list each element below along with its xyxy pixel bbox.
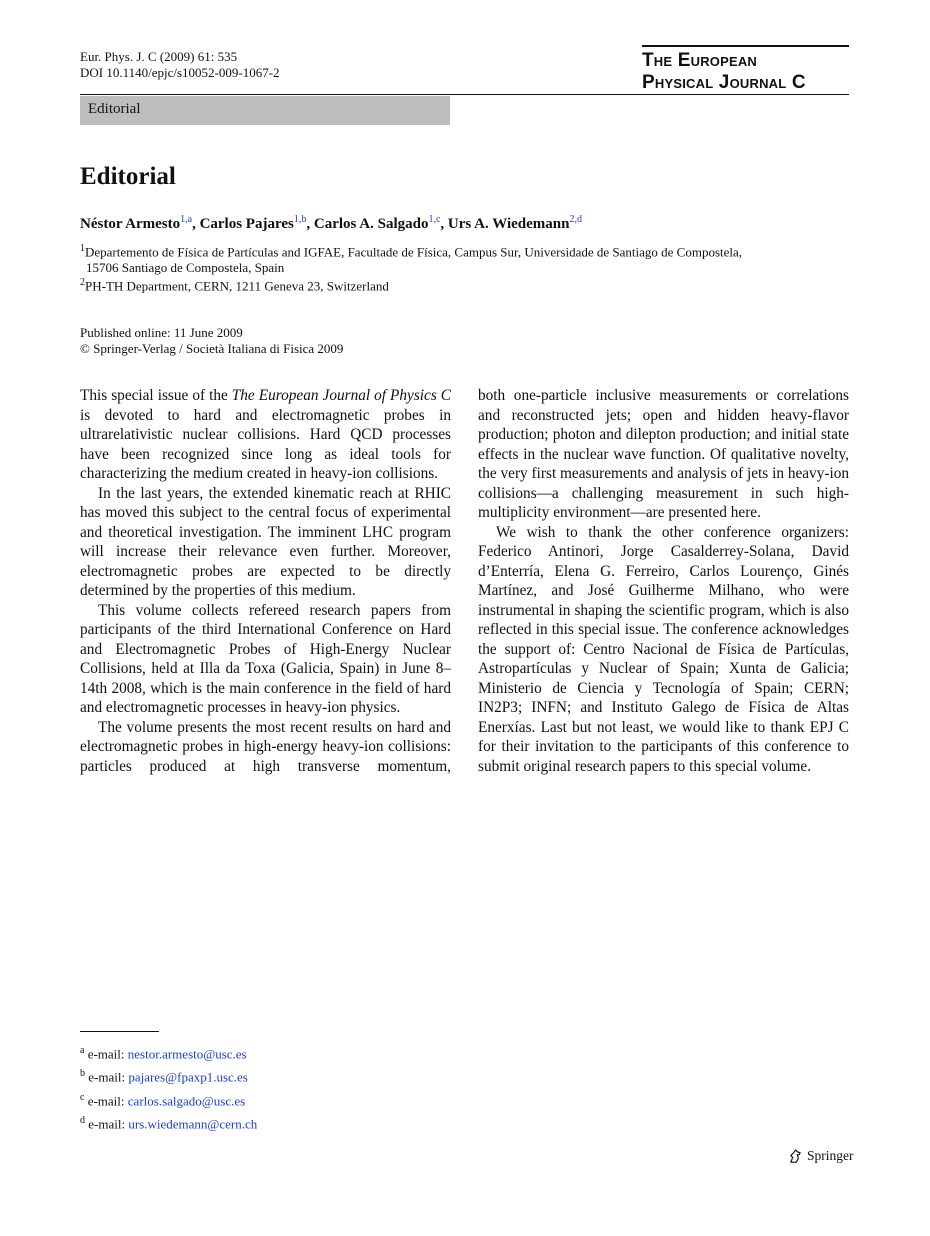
affiliation-1: [80, 241, 780, 260]
footnote-mark: c: [80, 1091, 85, 1103]
footnote: [80, 1041, 257, 1064]
footnote-label: e-mail:: [88, 1069, 129, 1085]
footnote-mark: a: [80, 1045, 85, 1056]
paragraph-4: The volume presents the most recent results on hard and electromagnetic probes in high-energy heavy-ion collisions: particles produced at high transverse momentum,: [80, 718, 451, 775]
affiliations: [80, 241, 780, 294]
author-affiliation-mark[interactable]: 1,c: [428, 214, 441, 225]
footnote-label: e-mail:: [87, 1092, 128, 1108]
author-affiliation-mark[interactable]: 1,b: [293, 214, 307, 225]
author-name: Carlos Pajares: [199, 216, 294, 232]
author-name: Carlos A. Salgado: [313, 216, 429, 232]
publisher-logo: [788, 1148, 854, 1164]
footnote-label: e-mail:: [87, 1046, 128, 1062]
footnote: [80, 1088, 257, 1111]
author-name: Urs A. Wiedemann: [447, 216, 570, 232]
journal-brand: [642, 45, 849, 94]
footnote-mark: b: [80, 1068, 85, 1080]
journal-reference: [80, 49, 280, 81]
affiliation-text: Departemento de Física de Partículas and IGFAE, Facultade de Física, Campus Sur, Universidade de Santiago de Compostela,: [85, 244, 743, 260]
brand-line-1: The European: [642, 50, 758, 71]
footnotes: [80, 1041, 257, 1134]
affiliation-number: 2: [80, 277, 85, 289]
affiliation-2: [80, 275, 780, 294]
email-link[interactable]: pajares@fpaxp1.usc.es: [128, 1069, 248, 1085]
paragraph-text: This special issue of the: [80, 387, 232, 404]
copyright: © Springer-Verlag / Società Italiana di Fisica 2009: [80, 340, 344, 356]
email-link[interactable]: nestor.armesto@usc.es: [127, 1046, 247, 1062]
author-list: [80, 214, 582, 233]
author-name: Néstor Armesto: [80, 216, 181, 232]
footnote-rule: [80, 1031, 159, 1032]
affiliation-text: PH-TH Department, CERN, 1211 Geneva 23, Switzerland: [85, 278, 389, 294]
email-link[interactable]: urs.wiedemann@cern.ch: [128, 1116, 258, 1132]
author-affiliation-mark[interactable]: 2,d: [569, 214, 582, 225]
journal-name: The European Journal of Physics C: [231, 387, 451, 404]
publisher-name: Springer: [807, 1148, 854, 1163]
footnote-label: e-mail:: [88, 1116, 129, 1132]
affiliation-1-continued: 15706 Santiago de Compostela, Spain: [86, 259, 285, 275]
published-date: Published online: 11 June 2009: [80, 325, 243, 340]
journal-citation: Eur. Phys. J. C (2009) 61: 535: [80, 49, 238, 64]
body-column-right: [478, 386, 849, 776]
body-column-left: [80, 386, 451, 776]
brand-line-2: Physical Journal C: [642, 72, 806, 93]
footnote-mark: d: [80, 1114, 85, 1126]
springer-horse-icon: [788, 1149, 803, 1164]
footnote: [80, 1064, 257, 1087]
author-separator: ,: [192, 216, 200, 232]
author-separator: ,: [306, 216, 314, 232]
paragraph-3: This volume collects refereed research papers from participants of the third International Conference on Hard and Electromagnetic Probes of High-Energy Nuclear Collisions, held at Illa da Toxa (Galicia, Spain) in June 8–14th 2008, which is the main conference in the field of hard and electromagnetic processes in heavy-ion physics.: [80, 601, 451, 716]
email-link[interactable]: carlos.salgado@usc.es: [127, 1092, 246, 1108]
paragraph-5: We wish to thank the other conference organizers: Federico Antinori, Jorge Casalderrey-Solana, David d’Enterría, Elena G. Ferreiro, Carlos Lourenço, Ginés Martínez, and José Guilherme Milhano, who were instrumental in shaping the scientific program, which is also reflected in this special issue. The conference acknowledges the support of: Centro Nacional de Física de Partículas, Astropartículas y Nuclear of Spain; Xunta de Galicia; Ministerio de Ciencia y Tecnología of Spain; CERN; IN2P3; INFN; and Instituto Galego de Física de Altas Enerxías. Last but not least, we would like to thank EPJ C for their invitation to the participants of this conference to submit original research papers to this special volume.: [478, 523, 849, 775]
publication-info: [80, 325, 343, 356]
affiliation-number: 1: [80, 243, 85, 254]
paragraph-4-continued: both one-particle inclusive measurements or correlations and reconstructed jets; open and hidden heavy-flavor production; photon and dilepton production; and initial state effects in the nuclear wave function. Of qualitative novelty, the very first measurements and analysis of jets in heavy-ion collisions—a challenging measurement in such high-multiplicity environment—are presented here.: [478, 387, 849, 521]
paragraph-1: [80, 386, 451, 484]
paragraph-2: In the last years, the extended kinematic reach at RHIC has moved this subject to the central focus of experimental and theoretical investigation. The imminent LHC program will increase their relevance even further. Moreover, electromagnetic probes are expected to be directly determined by the properties of this medium.: [80, 484, 451, 599]
section-bar: [80, 96, 450, 125]
section-label: Editorial: [88, 101, 141, 117]
header-rule: [80, 94, 849, 95]
author-affiliation-mark[interactable]: 1,a: [180, 214, 193, 225]
footnote: [80, 1111, 257, 1134]
doi: DOI 10.1140/epjc/s10052-009-1067-2: [80, 65, 280, 80]
paragraph-text: is devoted to hard and electromagnetic probes in ultrarelativistic nuclear collisions. Hard QCD processes have been recognized since long as ideal tools for characterizing the medium created in heavy-ion collisions.: [80, 406, 451, 482]
article-title: Editorial: [80, 163, 176, 190]
author-separator: ,: [440, 216, 448, 232]
